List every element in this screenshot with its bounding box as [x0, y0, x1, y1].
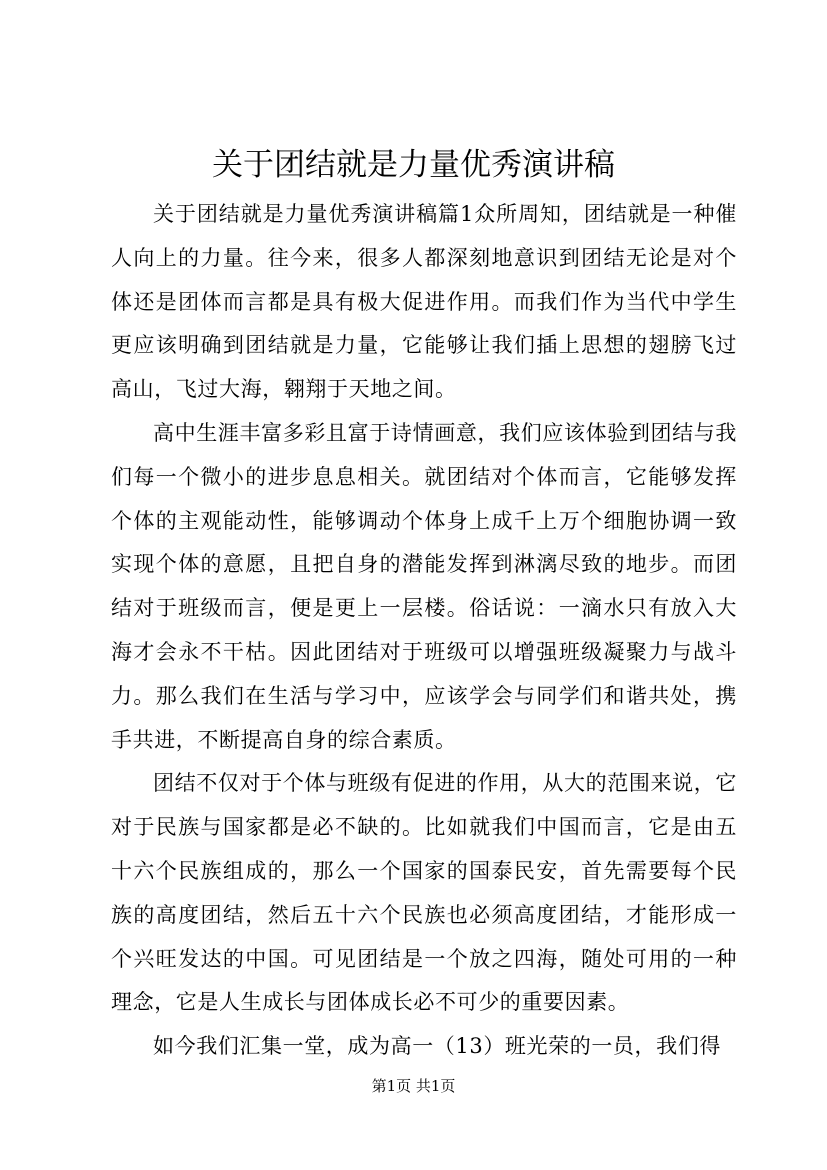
document-body	[111, 193, 737, 1069]
paragraph-2: 高中生涯丰富多彩且富于诗情画意，我们应该体验到团结与我们每一个微小的进步息息相关。就团结对个体而言，它能够发挥个体的主观能动性，能够调动个体身上成千上万个细胞协调一致实现个体的意愿，且把自身的潜能发挥到淋漓尽致的地步。而团结对于班级而言，便是更上一层楼。俗话说：一滴水只有放入大海才会永不干枯。因此团结对于班级可以增强班级凝聚力与战斗力。那么我们在生活与学习中，应该学会与同学们和谐共处，携手共进，不断提高自身的综合素质。	[111, 420, 737, 752]
paragraph-3: 团结不仅对于个体与班级有促进的作用，从大的范围来说，它对于民族与国家都是必不缺的。比如就我们中国而言，它是由五十六个民族组成的，那么一个国家的国泰民安，首先需要每个民族的高度团结，然后五十六个民族也必须高度团结，才能形成一个兴旺发达的中国。可见团结是一个放之四海，随处可用的一种理念，它是人生成长与团体成长必不可少的重要因素。	[111, 771, 737, 1015]
document-title: 关于团结就是力量优秀演讲稿	[212, 147, 615, 183]
paragraph-1: 关于团结就是力量优秀演讲稿篇1众所周知，团结就是一种催人向上的力量。往今来，很多人都深刻地意识到团结无论是对个体还是团体而言都是具有极大促进作用。而我们作为当代中学生更应该明确到团结就是力量，它能够让我们插上思想的翅膀飞过高山，飞过大海，翱翔于天地之间。	[111, 202, 737, 402]
page-footer: 第1页 共1页	[371, 1077, 456, 1095]
paragraph-4: 如今我们汇集一堂，成为高一（13）班光荣的一员，我们得	[153, 1034, 721, 1059]
